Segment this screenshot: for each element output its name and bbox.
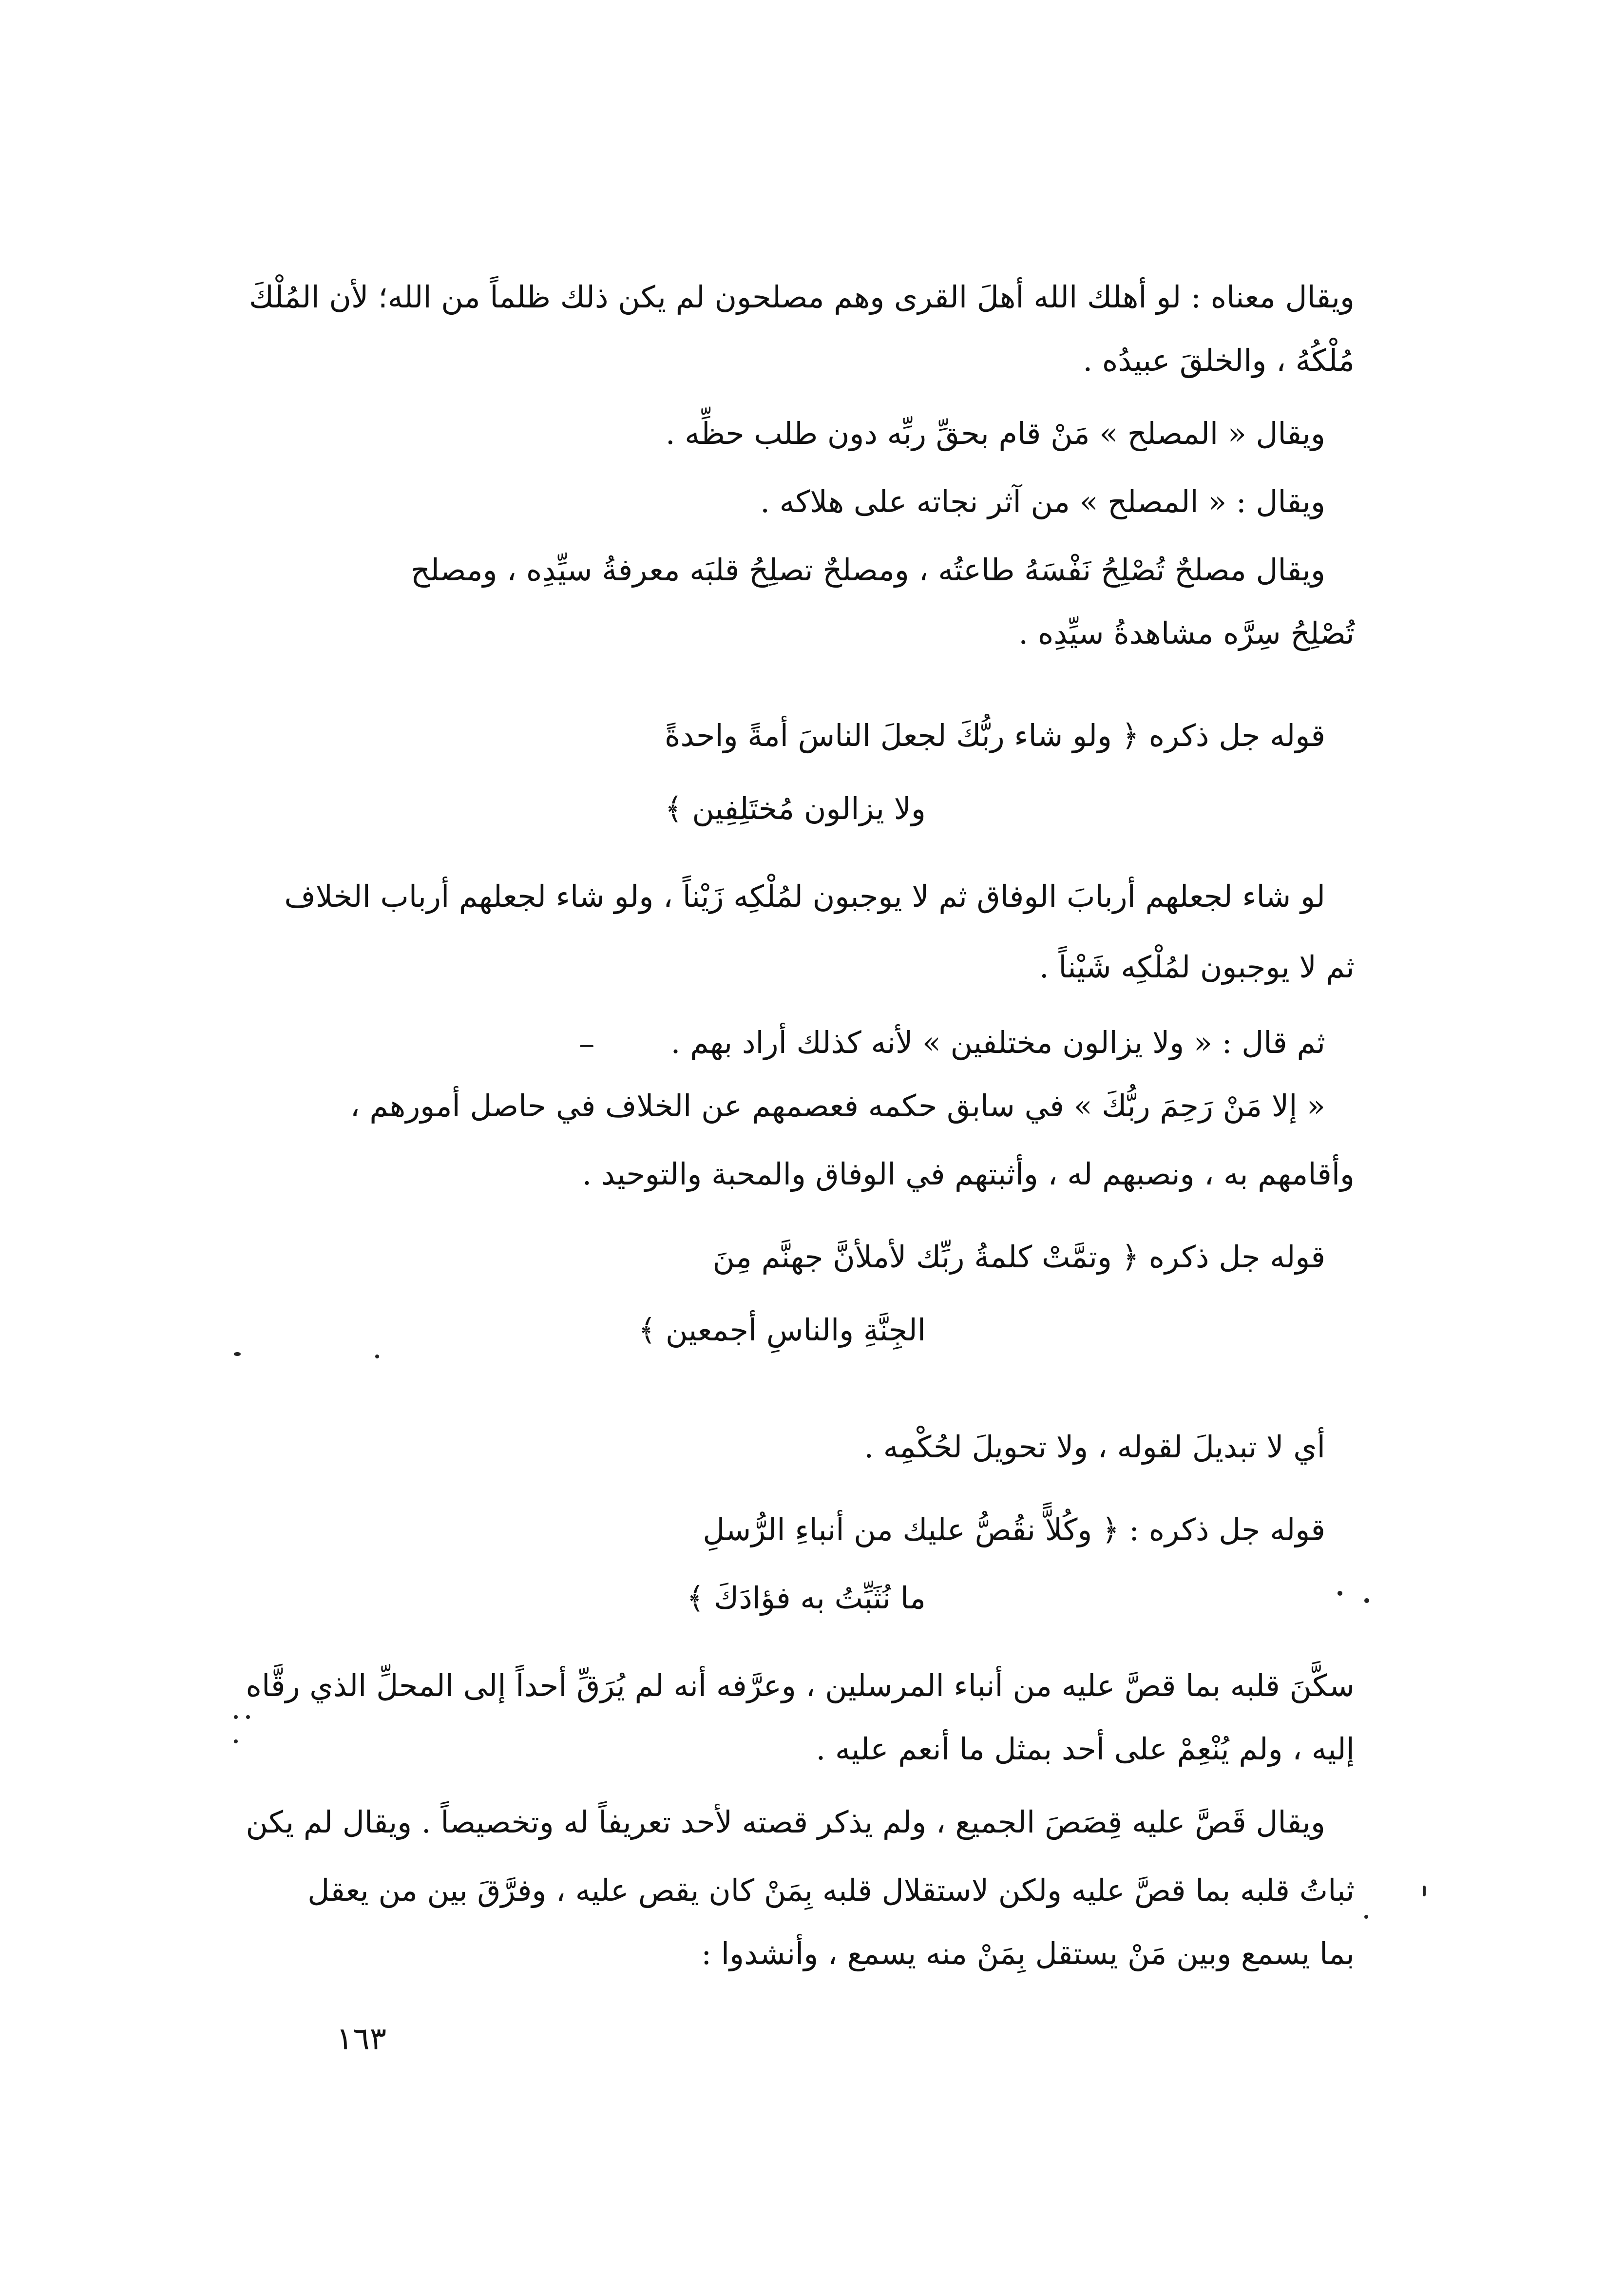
text-line: مُلْكُهُ ، والخلقَ عبيدُه . — [1083, 343, 1355, 378]
text-line: إليه ، ولم يُنْعِمْ على أحد بمثل ما أنعم عليه . — [816, 1731, 1355, 1767]
text-line: ويقال : « المصلح » من آثر نجاته على هلاكه . — [760, 484, 1325, 519]
quran-verse-line: قوله جل ذكره ﴿ وتمَّتْ كلمةُ ربِّك لأملأنَّ جهنَّم مِنَ — [712, 1239, 1325, 1275]
text-line: ثم لا يوجبون لمُلْكِه شَيْناً . — [1039, 949, 1355, 985]
text-line: ويقال قَصَّ عليه قِصَصَ الجميع ، ولم يذكر قصته لأحد تعريفاً له وتخصيصاً . ويقال لم يكن — [246, 1804, 1325, 1840]
scan-speck — [234, 1352, 241, 1356]
quran-verse-line: قوله جل ذكره : ﴿ وكُلاًّ نقُصُّ عليك من أنباءِ الرُّسلِ — [703, 1512, 1325, 1547]
scan-speck — [246, 1715, 250, 1719]
quran-verse-line: قوله جل ذكره ﴿ ولو شاء ربُّكَ لجعلَ الناسَ أمةً واحدةً — [665, 718, 1325, 753]
text-line: ويقال « المصلح » مَنْ قام بحقِّ ربِّه دون طلب حظِّه . — [665, 416, 1325, 451]
text-line: لو شاء لجعلهم أربابَ الوفاق ثم لا يوجبون لمُلْكِه زَيْناً ، ولو شاء لجعلهم أرباب الخلاف — [284, 878, 1325, 914]
text-line: « إلا مَنْ رَحِمَ ربُّكَ » في سابق حكمه فعصمهم عن الخلاف في حاصل أمورهم ، — [350, 1088, 1325, 1124]
text-line: وأقامهم به ، ونصبهم له ، وأثبتهم في الوفاق والمحبة والتوحيد . — [582, 1156, 1355, 1192]
text-line: ثباتُ قلبه بما قصَّ عليه ولكن لاستقلال قلبه بِمَنْ كان يقص عليه ، وفرَّقَ بين من يعقل — [307, 1872, 1355, 1908]
scan-speck — [1423, 1886, 1426, 1896]
quran-verse-line: ولا يزالون مُختَلِفِين ﴾ — [665, 791, 926, 826]
scan-speck — [234, 1739, 238, 1743]
quran-verse-line: ما نُثَبِّتُ به فؤادَكَ ﴾ — [687, 1580, 926, 1616]
text-line: ويقال مصلحٌ تُصْلِحُ نَفْسَهُ طاعتُه ، ومصلحٌ تصلِحُ قلبَه معرفةُ سيِّدِه ، ومصلح — [411, 552, 1325, 588]
scan-speck — [1337, 1591, 1342, 1596]
text-line: ويقال معناه : لو أهلك الله أهلَ القرى وهم مصلحون لم يكن ذلك ظلماً من الله؛ لأن المُلْكَ — [248, 279, 1355, 315]
page-number: ١٦٣ — [336, 2021, 387, 2057]
text-line: أي لا تبديلَ لقوله ، ولا تحويلَ لحُكْمِه . — [864, 1429, 1325, 1465]
scan-speck — [375, 1355, 379, 1358]
text-line: سكَّنَ قلبه بما قصَّ عليه من أنباء المرسلين ، وعرَّفه أنه لم يُرَقِّ أحداً إلى المحلِّ الذي رقَّاه — [246, 1668, 1355, 1703]
scan-speck — [1364, 1598, 1369, 1603]
text-line: ثم قال : « ولا يزالون مختلفين » لأنه كذلك أراد بهم . — [670, 1025, 1325, 1060]
scan-speck — [1364, 1915, 1368, 1919]
text-line: بما يسمع وبين مَنْ يستقل بِمَنْ منه يسمع ، وأنشدوا : — [701, 1936, 1355, 1971]
scan-speck — [580, 1045, 593, 1047]
scan-speck — [234, 1715, 238, 1719]
quran-verse-line: الجِنَّةِ والناسِ أجمعين ﴾ — [638, 1312, 926, 1348]
text-line: تُصْلِحُ سِرَّه مشاهدةُ سيِّدِه . — [1018, 615, 1355, 651]
